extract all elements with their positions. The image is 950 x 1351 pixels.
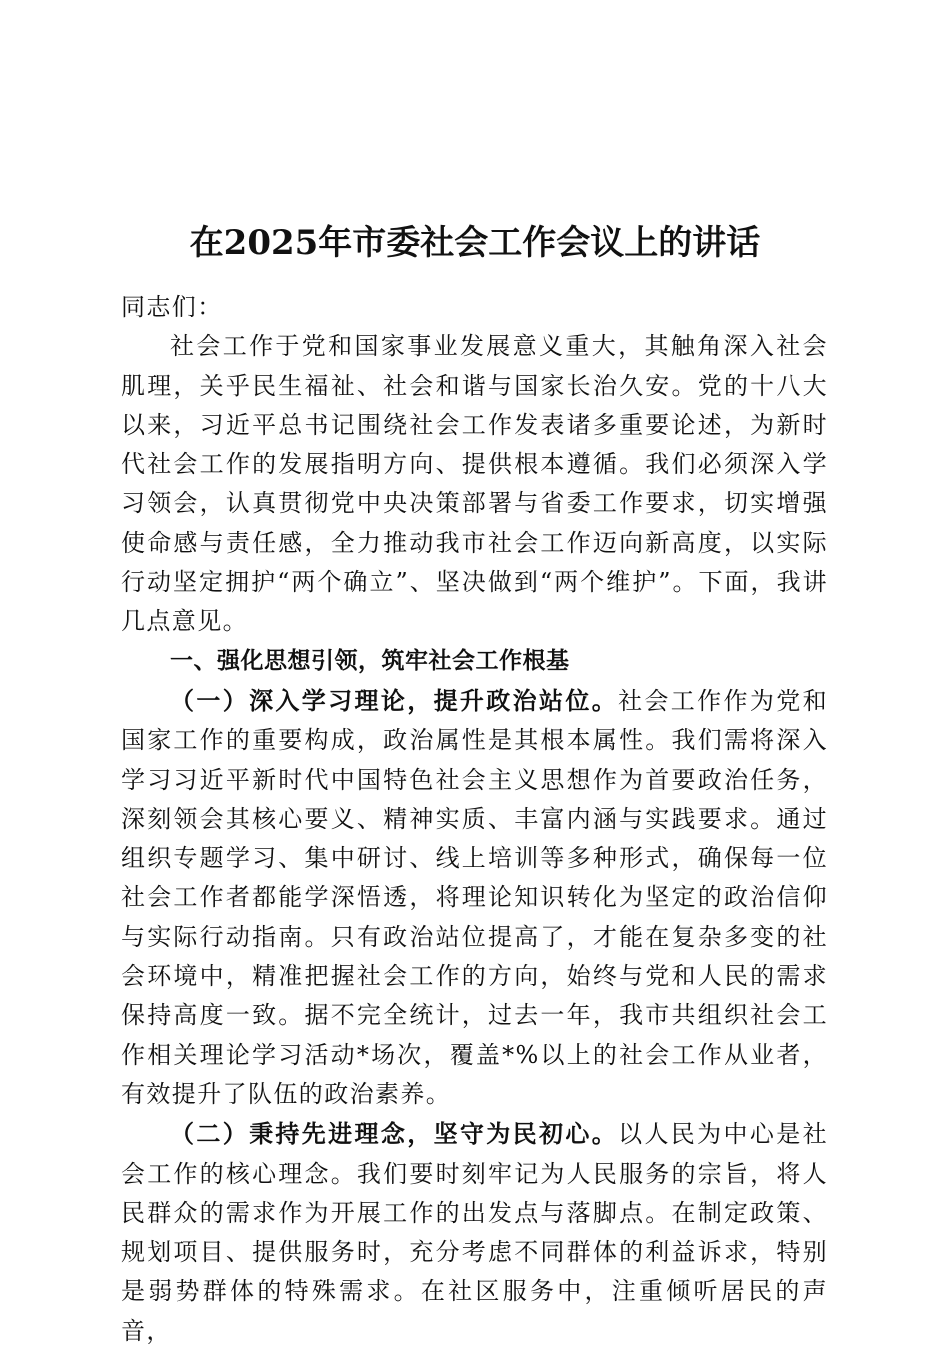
- salutation: 同志们：: [121, 293, 223, 321]
- document-title: 在2025年市委社会工作会议上的讲话: [189, 222, 761, 263]
- item-1-text: 社会工作作为党和国家工作的重要构成，政治属性是其根本属性。我们需将深入学习习近平新时代中国特色社会主义思想作为首要政治任务，深刻领会其核心要义、精神实质、丰富内涵与实践要求。通过组织专题学习、集中研讨、线上培训等多种形式，确保每一位社会工作者都能学深悟透，将理论知识转化为坚定的政治信仰与实际行动指南。只有政治站位提高了，才能在复杂多变的社会环境中，精准把握社会工作的方向，始终与党和人民的需求保持高度一致。据不完全统计，过去一年，我市共组织社会工作相关理论学习活动*场次，覆盖*%以上的社会工作从业者，有效提升了队伍的政治素养。: [121, 686, 828, 1108]
- section-heading-1: 一、强化思想引领，筑牢社会工作根基: [170, 647, 570, 674]
- item-1-title: （一）深入学习理论，提升政治站位。: [170, 685, 619, 715]
- item-2-text: 以人民为中心是社会工作的核心理念。我们要时刻牢记为人民服务的宗旨，将人民群众的需求作为开展工作的出发点与落脚点。在制定政策、规划项目、提供服务时，充分考虑不同群体的利益诉求，特别是弱势群体的特殊需求。在社区服务中，注重倾听居民的声音，: [121, 1120, 828, 1345]
- paragraph-item-2: [121, 1114, 828, 1351]
- intro-paragraph: 社会工作于党和国家事业发展意义重大，其触角深入社会肌理，关乎民生福祉、社会和谐与国家长治久安。党的十八大以来，习近平总书记围绕社会工作发表诸多重要论述，为新时代社会工作的发展指明方向、提供根本遵循。我们必须深入学习领会，认真贯彻党中央决策部署与省委工作要求，切实增强使命感与责任感，全力推动我市社会工作迈向新高度，以实际行动坚定拥护“两个确立”、坚决做到“两个维护”。下面，我讲几点意见。: [121, 332, 828, 636]
- item-2-title: （二）秉持先进理念，坚守为民初心。: [170, 1119, 619, 1149]
- document-body: [121, 288, 828, 1351]
- paragraph-item-1: [121, 681, 828, 1114]
